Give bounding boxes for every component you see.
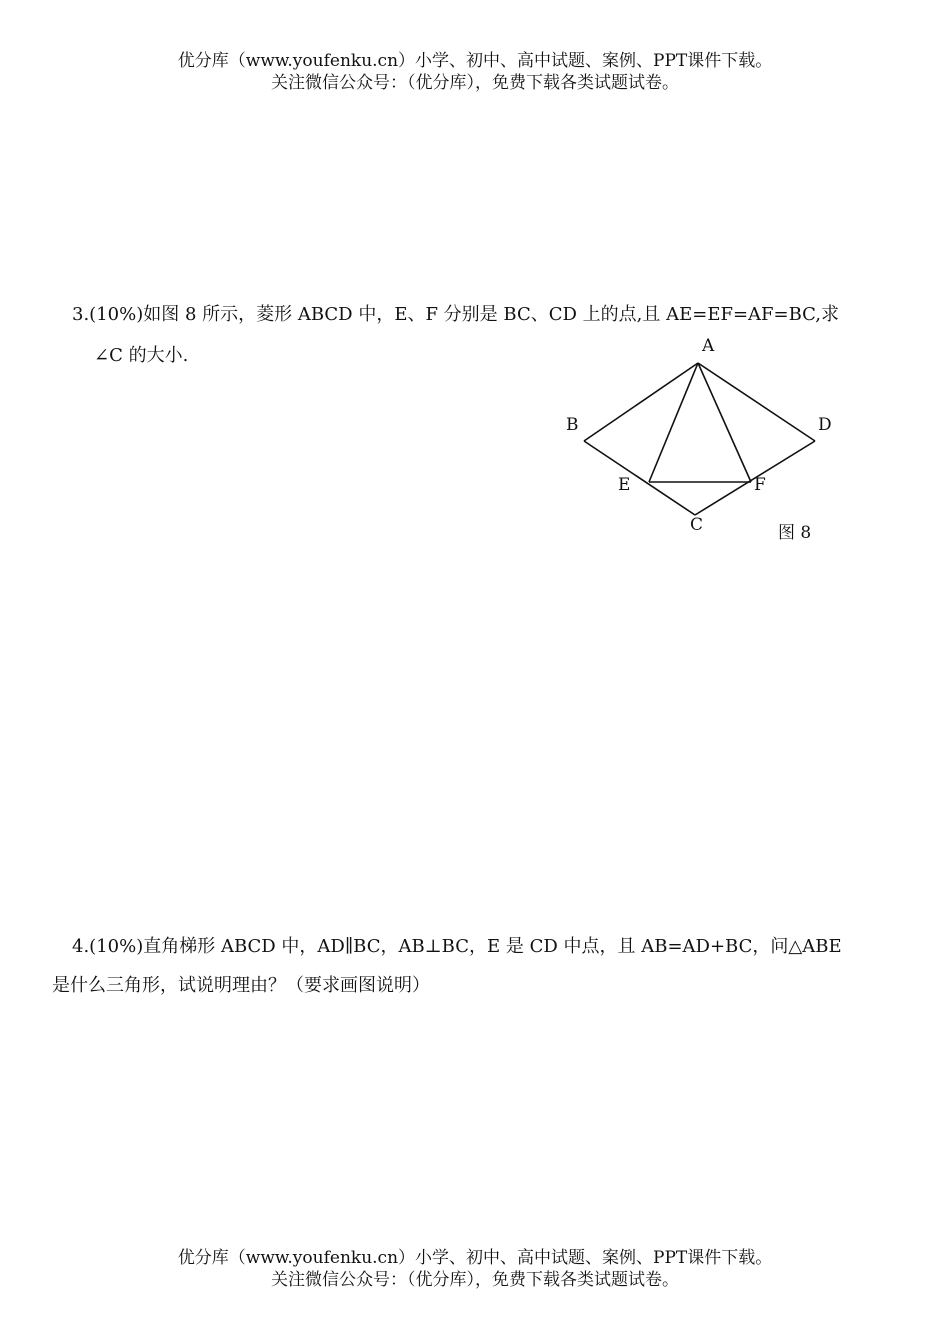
footer-line-1: 优分库（www.youfenku.cn）小学、初中、高中试题、案例、PPT课件下载。 (177, 1248, 773, 1268)
side-ab (584, 363, 698, 441)
question-3-line-1: 3.(10%)如图 8 所示，菱形 ABCD 中，E、F 分别是 BC、CD 上的点,且 AE=EF=AF=BC,求 (72, 304, 840, 325)
header-line-2: 关注微信公众号：（优分库），免费下载各类试题试卷。 (271, 73, 679, 93)
label-a: A (702, 336, 715, 356)
label-e: E (618, 475, 631, 495)
label-f: F (754, 475, 766, 495)
question-3-line-2: ∠C 的大小. (94, 345, 189, 366)
label-d: D (818, 415, 832, 435)
label-c: C (690, 515, 704, 535)
question-4-line-1: 4.(10%)直角梯形 ABCD 中，AD∥BC，AB⊥BC，E 是 CD 中点，且 AB=AD+BC，问△ABE (72, 936, 842, 957)
figure-caption: 图 8 (778, 523, 812, 543)
label-b: B (566, 415, 579, 435)
question-4-line-2: 是什么三角形，试说明理由？（要求画图说明） (52, 975, 430, 996)
segment-ae (649, 363, 698, 482)
figure-8-diagram (550, 330, 850, 550)
footer-line-2: 关注微信公众号：（优分库），免费下载各类试题试卷。 (271, 1270, 679, 1290)
header-line-1: 优分库（www.youfenku.cn）小学、初中、高中试题、案例、PPT课件下载。 (177, 51, 773, 71)
side-bc (584, 441, 695, 515)
